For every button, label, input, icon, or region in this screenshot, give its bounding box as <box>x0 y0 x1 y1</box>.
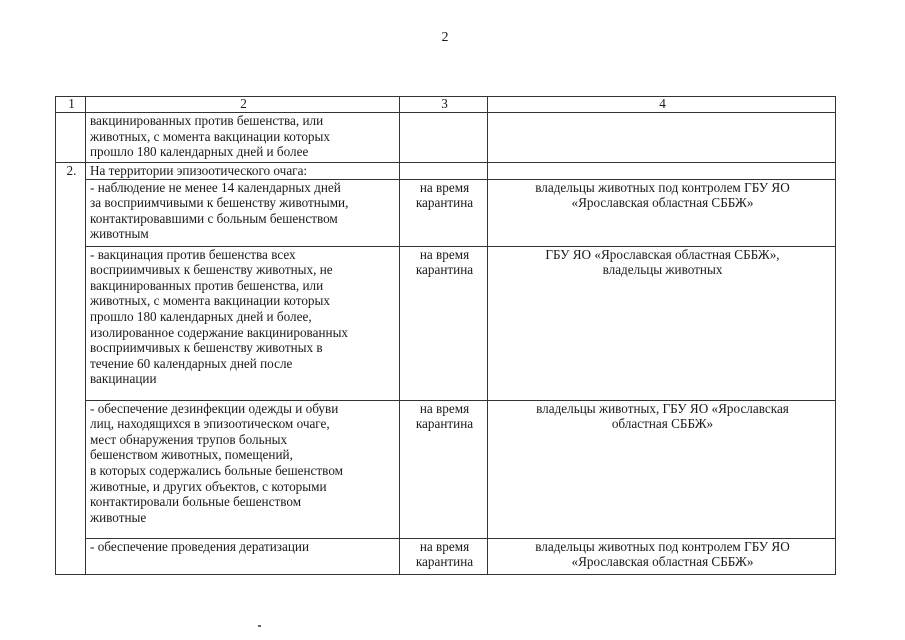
responsible-line: «Ярославская областная СББЖ» <box>571 554 754 570</box>
measure-line: - наблюдение не менее 14 календарных дней <box>90 179 341 195</box>
table-row <box>56 538 836 574</box>
measure-line: восприимчивых к бешенству животных, не <box>90 262 333 278</box>
page-number: 2 <box>441 30 449 45</box>
responsible-line: областная СББЖ» <box>611 416 714 432</box>
scan-speck <box>258 625 261 627</box>
measure-line: - вакцинация против бешенства всех <box>90 246 296 262</box>
measure-cell <box>86 246 400 400</box>
responsible-cell <box>488 163 836 180</box>
responsible-cell <box>488 246 836 400</box>
table-row <box>56 400 836 538</box>
measure-line: в которых содержались больные бешенством <box>90 462 344 478</box>
measure-line: лиц, находящихся в эпизоотическом очаге, <box>90 416 330 432</box>
time-cell <box>400 113 488 163</box>
measure-line: животных, с момента вакцинации которых <box>90 293 330 309</box>
table-header-row <box>56 97 836 113</box>
time-line: карантина <box>415 195 474 211</box>
measure-line: прошло 180 календарных дней и более, <box>90 308 312 324</box>
time-cell <box>400 246 488 400</box>
measure-line: за восприимчивыми к бешенству животными, <box>90 195 349 211</box>
time-line: карантина <box>415 554 474 570</box>
measure-cell <box>86 538 400 574</box>
measure-line: изолированное содержание вакцинированных <box>90 324 349 340</box>
measure-line: прошло 180 календарных дней и более <box>90 144 309 160</box>
time-line: карантина <box>415 416 474 432</box>
row-number: 2. <box>56 163 86 180</box>
table-row <box>56 113 836 163</box>
row-number <box>56 113 86 163</box>
measures-table <box>55 96 836 575</box>
measure-line: животные <box>90 509 147 525</box>
measure-line: вакцинации <box>90 371 157 387</box>
measure-line: контактировавшими с больным бешенством <box>90 210 338 226</box>
row-number <box>56 246 86 400</box>
measure-line: животных, с момента вакцинации которых <box>90 128 330 144</box>
table-row <box>56 163 836 180</box>
measure-line: бешенством животных, помещений, <box>90 447 293 463</box>
measure-line: На территории эпизоотического очага: <box>90 163 308 178</box>
time-cell <box>400 163 488 180</box>
time-line: карантина <box>415 262 474 278</box>
measure-line: вакцинированных против бешенства, или <box>90 277 324 293</box>
responsible-line: владельцы животных под контролем ГБУ ЯО <box>535 179 790 195</box>
time-cell <box>400 400 488 538</box>
measure-line: вакцинированных против бешенства, или <box>90 113 324 128</box>
measure-line: течение 60 календарных дней после <box>90 355 293 371</box>
measure-cell <box>86 163 400 180</box>
header-cell-4: 4 <box>488 97 836 113</box>
measure-line: мест обнаружения трупов больных <box>90 431 288 447</box>
measure-cell <box>86 179 400 246</box>
responsible-line: владельцы животных <box>602 262 723 278</box>
measure-line: контактировали больные бешенством <box>90 494 302 510</box>
responsible-line: «Ярославская областная СББЖ» <box>571 195 754 211</box>
responsible-cell <box>488 538 836 574</box>
table-row <box>56 246 836 400</box>
time-line: на время <box>419 246 470 262</box>
time-line: на время <box>419 400 470 416</box>
measure-cell <box>86 113 400 163</box>
row-number <box>56 179 86 246</box>
responsible-line: ГБУ ЯО «Ярославская областная СББЖ», <box>545 246 780 262</box>
header-cell-3: 3 <box>400 97 488 113</box>
table-row <box>56 179 836 246</box>
time-cell <box>400 179 488 246</box>
time-line: на время <box>419 538 470 554</box>
measure-line: животные, и других объектов, с которыми <box>90 478 327 494</box>
measure-line: - обеспечение дезинфекции одежды и обуви <box>90 400 339 416</box>
responsible-cell <box>488 179 836 246</box>
measure-line: животным <box>90 226 149 242</box>
header-cell-2: 2 <box>86 97 400 113</box>
time-line: на время <box>419 179 470 195</box>
responsible-cell <box>488 113 836 163</box>
header-cell-1: 1 <box>56 97 86 113</box>
measure-line: - обеспечение проведения дератизации <box>90 538 310 554</box>
row-number <box>56 400 86 538</box>
measure-line: восприимчивых к бешенству животных в <box>90 340 323 356</box>
responsible-line: владельцы животных, ГБУ ЯО «Ярославская <box>536 400 789 416</box>
row-number <box>56 538 86 574</box>
responsible-line: владельцы животных под контролем ГБУ ЯО <box>535 538 790 554</box>
time-cell <box>400 538 488 574</box>
measure-cell <box>86 400 400 538</box>
responsible-cell <box>488 400 836 538</box>
